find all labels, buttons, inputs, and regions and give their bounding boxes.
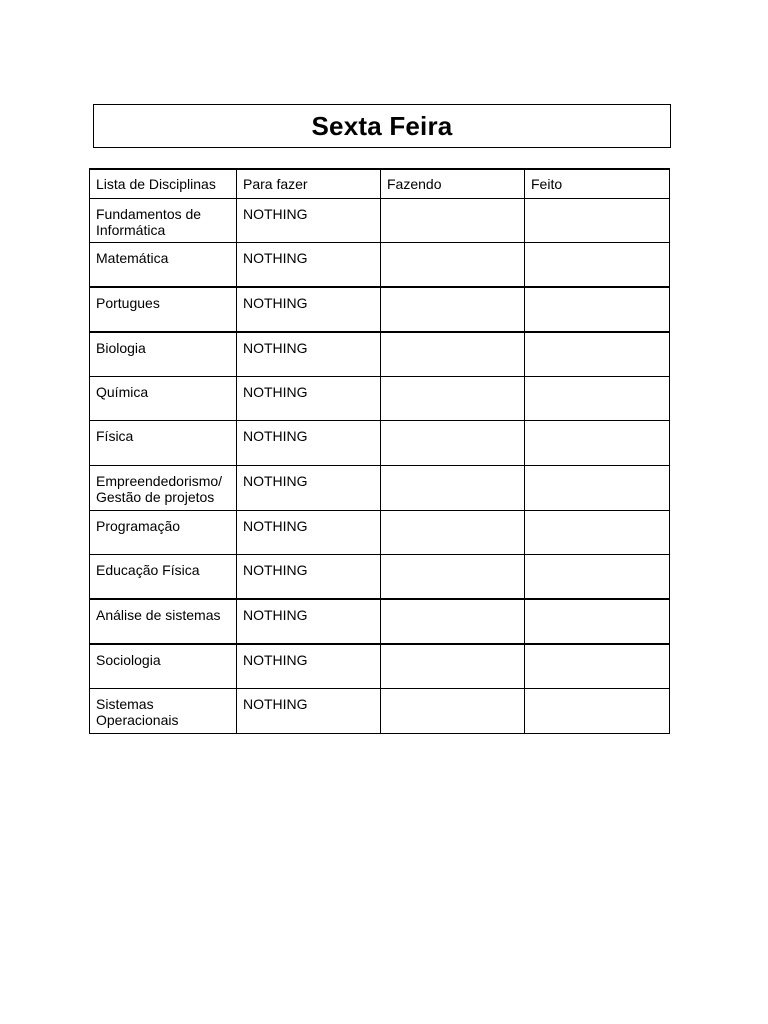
table-row: [90, 332, 670, 377]
header-cell-feito: Feito: [525, 169, 670, 198]
cell-para-fazer: NOTHING: [237, 332, 381, 377]
cell-feito: [525, 243, 670, 288]
table-row: [90, 421, 670, 466]
table-row: [90, 376, 670, 421]
cell-feito: [525, 332, 670, 377]
table-row: [90, 466, 670, 511]
cell-para-fazer: NOTHING: [237, 644, 381, 689]
table-row: [90, 644, 670, 689]
cell-fazendo: [381, 689, 525, 734]
table-row: [90, 555, 670, 600]
header-cell-disciplinas: Lista de Disciplinas: [90, 169, 237, 198]
cell-para-fazer: NOTHING: [237, 376, 381, 421]
cell-para-fazer: NOTHING: [237, 510, 381, 555]
cell-para-fazer: NOTHING: [237, 599, 381, 644]
cell-disciplina: Química: [90, 376, 237, 421]
cell-disciplina: Empreendedorismo/ Gestão de projetos: [90, 466, 237, 511]
cell-para-fazer: NOTHING: [237, 555, 381, 600]
cell-fazendo: [381, 555, 525, 600]
cell-feito: [525, 644, 670, 689]
cell-fazendo: [381, 644, 525, 689]
table-row: [90, 599, 670, 644]
cell-feito: [525, 555, 670, 600]
cell-feito: [525, 466, 670, 511]
cell-fazendo: [381, 510, 525, 555]
cell-disciplina: Educação Física: [90, 555, 237, 600]
table-header-row: [90, 169, 670, 198]
header-cell-fazendo: Fazendo: [381, 169, 525, 198]
table-row: [90, 287, 670, 332]
cell-para-fazer: NOTHING: [237, 243, 381, 288]
cell-feito: [525, 510, 670, 555]
page-title: Sexta Feira: [311, 110, 453, 141]
cell-disciplina: Sistemas Operacionais: [90, 689, 237, 734]
cell-fazendo: [381, 376, 525, 421]
cell-feito: [525, 599, 670, 644]
cell-fazendo: [381, 599, 525, 644]
cell-disciplina: Biologia: [90, 332, 237, 377]
title-box: [93, 104, 671, 148]
cell-disciplina: Matemática: [90, 243, 237, 288]
cell-fazendo: [381, 421, 525, 466]
cell-disciplina: Física: [90, 421, 237, 466]
cell-para-fazer: NOTHING: [237, 466, 381, 511]
cell-para-fazer: NOTHING: [237, 689, 381, 734]
cell-para-fazer: NOTHING: [237, 198, 381, 243]
cell-disciplina: Análise de sistemas: [90, 599, 237, 644]
cell-fazendo: [381, 243, 525, 288]
cell-feito: [525, 689, 670, 734]
cell-fazendo: [381, 287, 525, 332]
cell-disciplina: Sociologia: [90, 644, 237, 689]
table-row: [90, 689, 670, 734]
cell-feito: [525, 198, 670, 243]
schedule-table: [89, 168, 670, 734]
cell-feito: [525, 287, 670, 332]
cell-para-fazer: NOTHING: [237, 421, 381, 466]
cell-disciplina: Programação: [90, 510, 237, 555]
cell-fazendo: [381, 332, 525, 377]
cell-disciplina: Portugues: [90, 287, 237, 332]
header-cell-para-fazer: Para fazer: [237, 169, 381, 198]
cell-disciplina: Fundamentos de Informática: [90, 198, 237, 243]
table-row: [90, 510, 670, 555]
cell-para-fazer: NOTHING: [237, 287, 381, 332]
table-row: [90, 198, 670, 243]
cell-feito: [525, 421, 670, 466]
cell-fazendo: [381, 198, 525, 243]
cell-fazendo: [381, 466, 525, 511]
table-row: [90, 243, 670, 288]
cell-feito: [525, 376, 670, 421]
